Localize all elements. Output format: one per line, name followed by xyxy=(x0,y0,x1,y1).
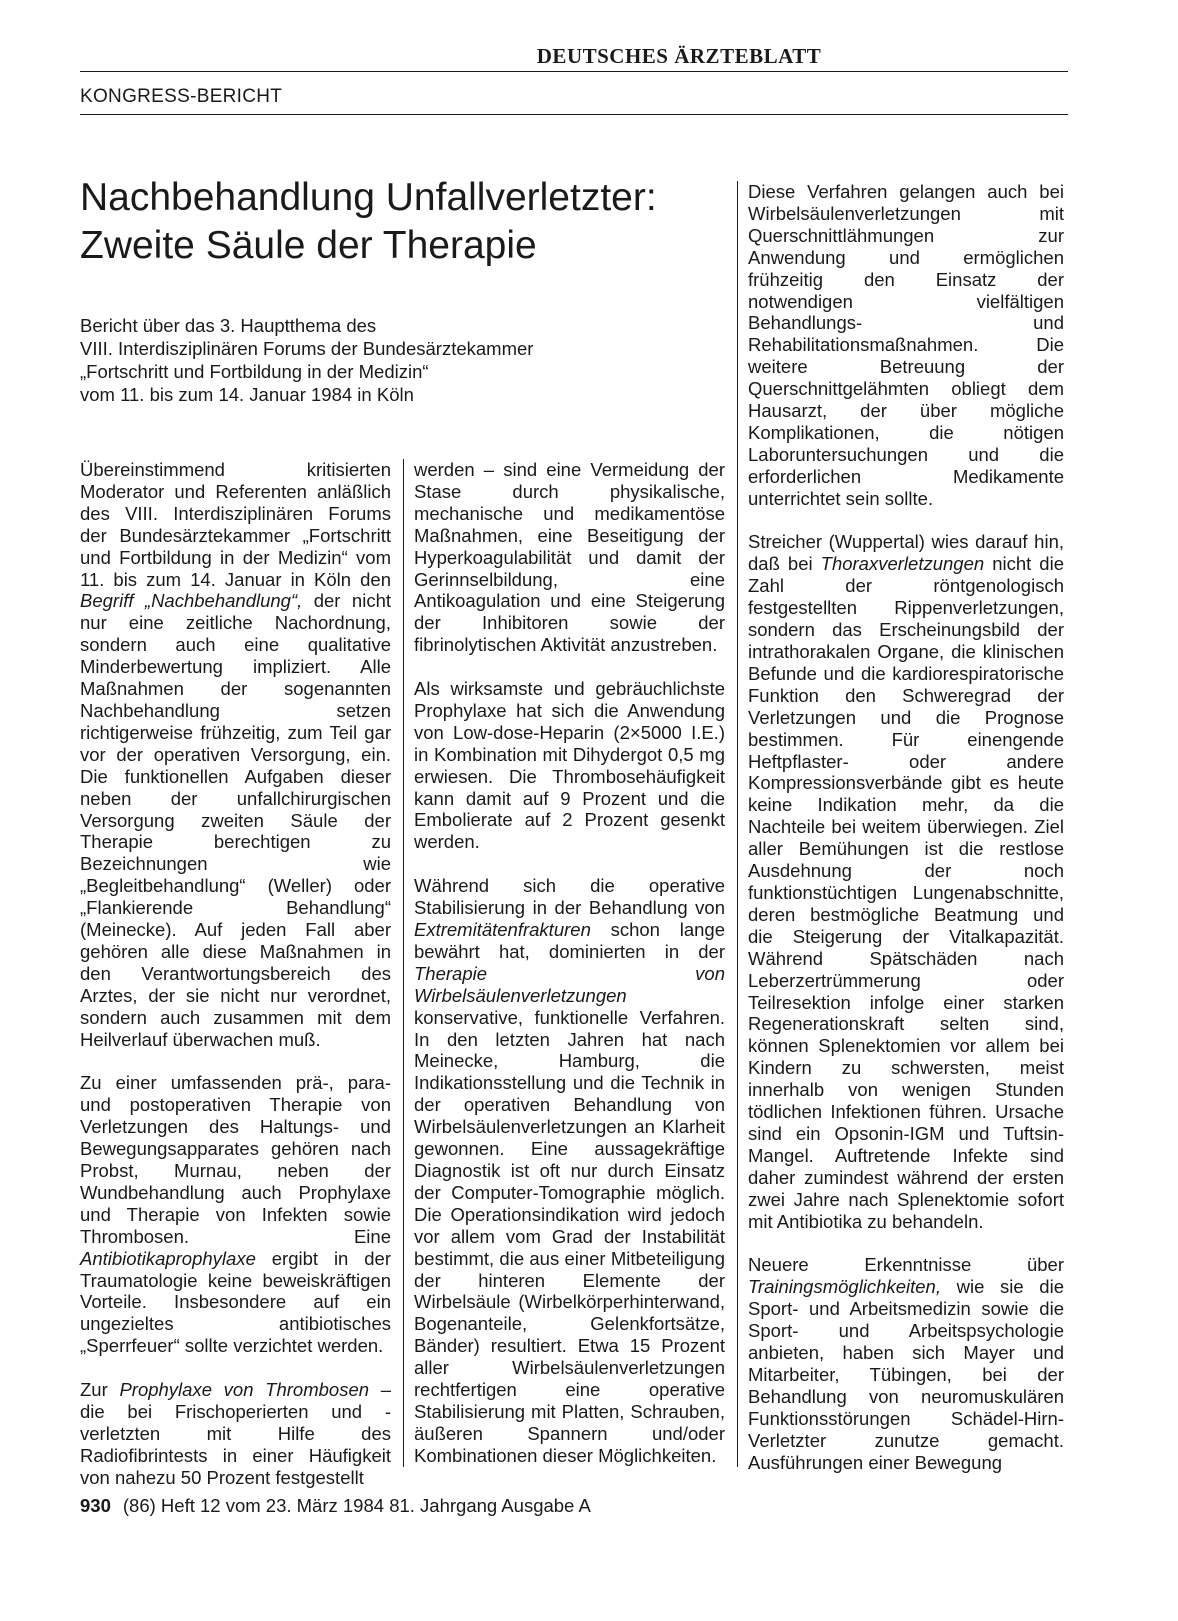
paragraph: Zur Prophylaxe von Thrombosen – die bei Frischoperierten und -verletzten mit Hilfe des Radiofibrintests in einer Häufigkeit von nahezu 50 Prozent festgestellt xyxy=(80,1379,391,1488)
column-divider xyxy=(737,181,738,1467)
subtitle-line-4: vom 11. bis zum 14. Januar 1984 in Köln xyxy=(80,384,414,405)
paragraph: Neuere Erkenntnisse über Trainingsmöglichkeiten, wie sie die Sport- und Arbeitsmedizin sowie die Sport- und Arbeitspsychologie anbieten, haben sich Mayer und Mitarbeiter, Tübingen, bei der Behandlung von neuromuskulären Funktionsstörungen Schädel-Hirn-Verletzter zunutze gemacht. Ausführungen einer Bewegung xyxy=(748,1254,1064,1473)
paragraph: Diese Verfahren gelangen auch bei Wirbelsäulenverletzungen mit Querschnittlähmungen zur Anwendung und ermöglichen frühzeitig den Einsatz der notwendigen vielfältigen Behandlungs- und Rehabilitationsmaßnahmen. Die weitere Betreuung der Querschnittgelähmten obliegt dem Hausarzt, der über mögliche Komplikationen, die nötigen Laboruntersuchungen und die erforderlichen Medikamente unterrichtet sein sollte. xyxy=(748,181,1064,509)
column-divider xyxy=(403,459,404,1467)
article-subtitle xyxy=(80,314,740,406)
paragraph: Als wirksamste und gebräuchlichste Prophylaxe hat sich die Anwendung von Low-dose-Heparin (2×5000 I.E.) in Kombination mit Dihydergot 0,5 mg erwiesen. Die Thrombosehäufigkeit kann damit auf 9 Prozent und die Embolierate auf 2 Prozent gesenkt werden. xyxy=(414,678,725,853)
section-label: KONGRESS-BERICHT xyxy=(80,86,1068,115)
paragraph: Während sich die operative Stabilisierung in der Behandlung von Extremitätenfrakturen schon lange bewährt hat, dominierten in der Therapie von Wirbelsäulenverletzungen konservative, funktionelle Verfahren. In den letzten Jahren hat nach Meinecke, Hamburg, die Indikationsstellung und die Technik in der operativen Behandlung von Wirbelsäulenverletzungen an Klarheit gewonnen. Eine aussagekräftige Diagnostik ist oft nur durch Einsatz der Computer-Tomographie möglich. Die Operationsindikation wird jedoch vor allem vom Grad der Instabilität bestimmt, die aus einer Mitbeteiligung der hinteren Elemente der Wirbelsäule (Wirbelkörperhinterwand, Bogenanteile, Gelenkfortsätze, Bänder) resultiert. Etwa 15 Prozent aller Wirbelsäulenverletzungen rechtfertigen eine operative Stabilisierung mit Platten, Schrauben, äußeren Spannern und/oder Kombinationen dieser Möglichkeiten. xyxy=(414,875,725,1466)
paragraph: Zu einer umfassenden prä-, para- und postoperativen Therapie von Verletzungen des Haltungs- und Bewegungsapparates gehören nach Probst, Murnau, neben der Wundbehandlung auch Prophylaxe und Therapie von Infekten sowie Thrombosen. Eine Antibiotikaprophylaxe ergibt in der Traumatologie keine beweiskräftigen Vorteile. Insbesondere auf ein ungezieltes antibiotisches „Sperrfeuer“ sollte verzichtet werden. xyxy=(80,1072,391,1357)
masthead xyxy=(80,44,1068,72)
paragraph: Streicher (Wuppertal) wies darauf hin, daß bei Thoraxverletzungen nicht die Zahl der röntgenologisch festgestellten Rippenverletzungen, sondern das Erscheinungsbild der intrathorakalen Organe, die klinischen Befunde und die kardiorespiratorische Funktion den Schweregrad der Verletzungen und die Prognose bestimmen. Für einengende Heftpflaster- oder andere Kompressionsverbände gibt es heute keine Indikation mehr, da die Nachteile bei weitem überwiegen. Ziel aller Bemühungen ist die restlose Ausdehnung der noch funktionstüchtigen Lungenabschnitte, deren bestmögliche Beatmung und die Steigerung der Vitalkapazität. Während Spätschäden nach Leberzertrümmerung oder Teilresektion infolge einer starken Regenerationskraft selten sind, können Splenektomien vor allem bei Kindern zu schwersten, meist innerhalb von wenigen Stunden tödlichen Infektionen führen. Ursache sind ein Opsonin-IGM und Tuftsin-Mangel. Auftretende Infekte sind daher zumindest während der ersten zwei Jahre nach Splenektomie sofort mit Antibiotika zu behandeln. xyxy=(748,531,1064,1232)
subtitle-line-3: „Fortschritt und Fortbildung in der Medizin“ xyxy=(80,361,429,382)
page-number: 930 xyxy=(80,1495,111,1516)
page-footer xyxy=(80,1495,591,1517)
subtitle-line-1: Bericht über das 3. Hauptthema des xyxy=(80,315,377,336)
paragraph: werden – sind eine Vermeidung der Stase durch physikalische, mechanische und medikamentöse Maßnahmen, eine Beseitigung der Hyperkoagulabilität und damit der Gerinnselbildung, eine Antikoagulation und eine Steigerung der Inhibitoren sowie der fibrinolytischen Aktivität anzustreben. xyxy=(414,459,725,656)
paragraph: Übereinstimmend kritisierten Moderator und Referenten anläßlich des VIII. Interdisziplinären Forums der Bundesärztekammer „Fortschritt und Fortbildung in der Medizin“ vom 11. bis zum 14. Januar in Köln den Begriff „Nachbehandlung“, der nicht nur eine zeitliche Nachordnung, sondern auch eine qualitative Minderbewertung impliziert. Alle Maßnahmen der sogenannten Nachbehandlung setzen richtigerweise frühzeitig, zum Teil gar vor der operativen Versorgung, ein. Die funktionellen Aufgaben dieser neben der unfallchirurgischen Versorgung zweiten Säule der Therapie berechtigen zu Bezeichnungen wie „Begleitbehandlung“ (Weller) oder „Flankierende Behandlung“ (Meinecke). Auf jeden Fall aber gehören alle diese Maßnahmen in den Verantwortungsbereich des Arztes, der sie nicht nur verordnet, sondern auch zusammen mit dem Heilverlauf überwachen muß. xyxy=(80,459,391,1050)
column-3 xyxy=(748,181,1064,1495)
title-line-2: Zweite Säule der Therapie xyxy=(80,224,537,267)
article-title xyxy=(80,174,740,270)
subtitle-line-2: VIII. Interdisziplinären Forums der Bundesärztekammer xyxy=(80,338,534,359)
title-line-1: Nachbehandlung Unfallverletzter: xyxy=(80,176,657,219)
column-1 xyxy=(80,459,391,1510)
issue-info: (86) Heft 12 vom 23. März 1984 81. Jahrgang Ausgabe A xyxy=(122,1495,591,1516)
publication-name: DEUTSCHES ÄRZTEBLATT xyxy=(536,44,822,68)
column-2 xyxy=(414,459,725,1489)
